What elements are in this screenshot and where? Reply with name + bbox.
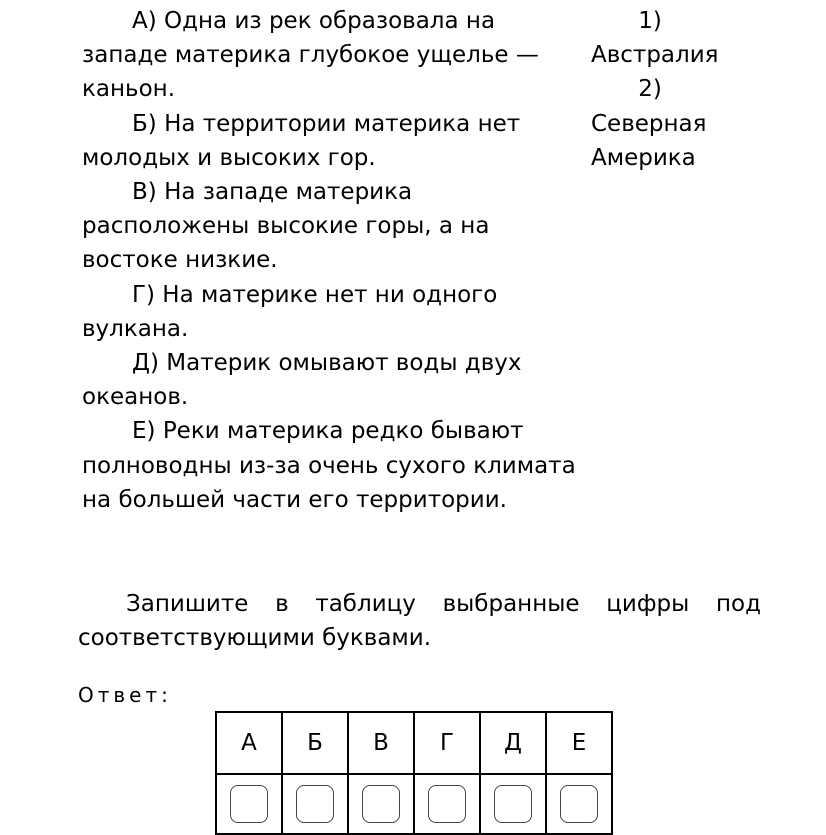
instruction-word: выбранные — [442, 591, 580, 617]
options-column — [591, 4, 741, 175]
answer-table-input-row — [216, 774, 612, 834]
statement-v: В) На западе материка расположены высокие горы, а на востоке низкие. — [82, 179, 490, 274]
instruction-word: таблицу — [315, 591, 416, 617]
letter-cell-g: Г — [414, 712, 480, 774]
answer-cell-b — [282, 774, 348, 834]
instruction-word: в — [275, 591, 289, 617]
answer-cell-a — [216, 774, 282, 834]
statement-b: Б) На территории материка нет молодых и высоких гор. — [82, 110, 521, 171]
instruction-paragraph — [78, 587, 761, 655]
instruction-word: Запишите — [126, 591, 249, 617]
statement-d: Д) Материк омывают воды двух океанов. — [82, 350, 522, 411]
statement-g: Г) На материке нет ни одного вулкана. — [82, 281, 498, 342]
instruction-line-1 — [78, 587, 761, 621]
instruction-word: под — [715, 591, 761, 617]
instruction-line-2: соответствующими буквами. — [78, 625, 432, 652]
letter-cell-b: Б — [282, 712, 348, 774]
option-2-name: Северная Америка — [591, 110, 707, 171]
letter-cell-v: В — [348, 712, 414, 774]
statements-column — [82, 4, 582, 517]
answer-table-header-row — [216, 712, 612, 774]
answer-box-d[interactable] — [494, 785, 532, 823]
answer-box-b[interactable] — [296, 785, 334, 823]
answer-box-a[interactable] — [230, 785, 268, 823]
instruction-word: цифры — [606, 591, 690, 617]
letter-cell-a: А — [216, 712, 282, 774]
answer-label: Ответ: — [78, 683, 172, 707]
answer-box-v[interactable] — [362, 785, 400, 823]
answer-cell-v — [348, 774, 414, 834]
statement-a: А) Одна из рек образовала на западе материка глубокое ущелье — каньон. — [82, 8, 539, 103]
answer-table — [215, 711, 613, 835]
letter-cell-e: Е — [546, 712, 612, 774]
statement-e: Е) Реки материка редко бывают полноводны из-за очень сухого климата на большей части его территории. — [82, 418, 576, 513]
answer-cell-d — [480, 774, 546, 834]
letter-cell-d: Д — [480, 712, 546, 774]
answer-cell-e — [546, 774, 612, 834]
option-2-number: 2) — [638, 76, 662, 103]
answer-box-g[interactable] — [428, 785, 466, 823]
option-1-number: 1) — [638, 8, 662, 34]
answer-box-e[interactable] — [560, 785, 598, 823]
option-1-name: Австралия — [591, 42, 719, 69]
answer-cell-g — [414, 774, 480, 834]
